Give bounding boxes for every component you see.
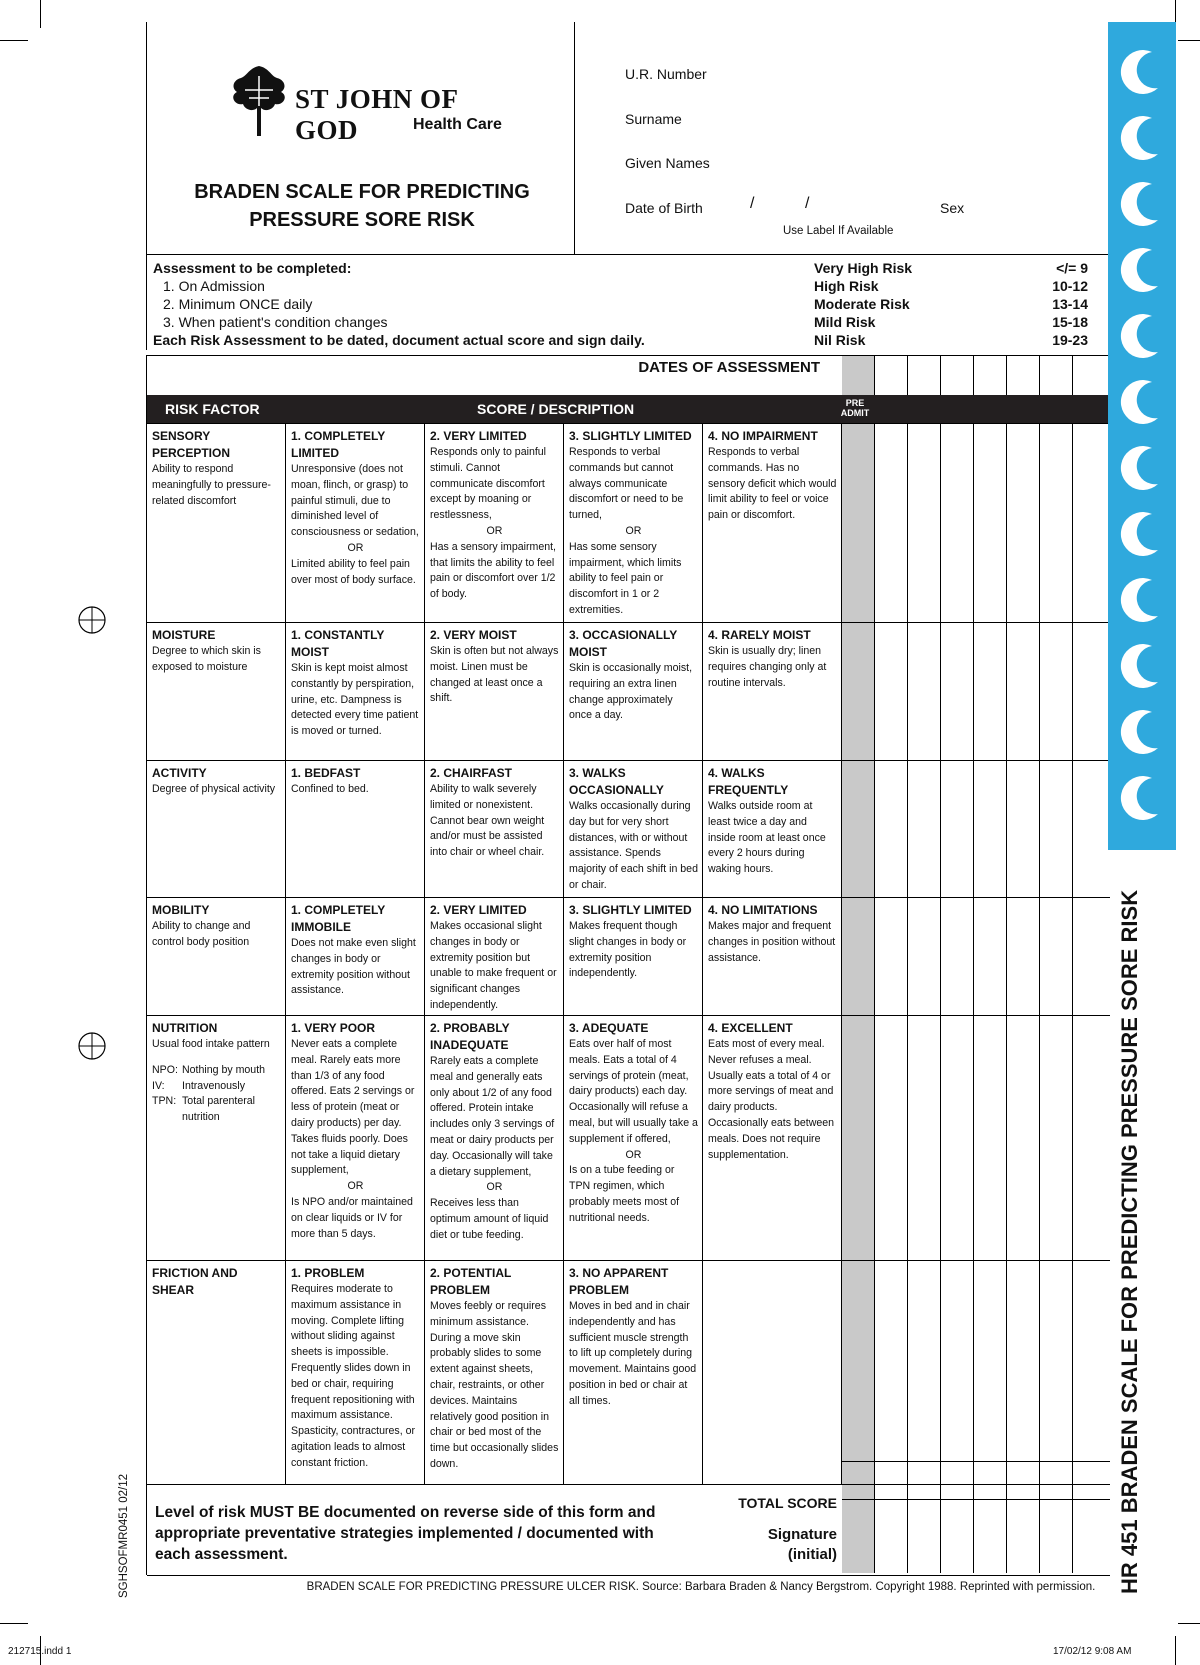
sex-label: Sex <box>940 200 965 216</box>
header-divider <box>574 22 575 254</box>
risk-factor-description: Ability to respond meaningfully to pressure-related discomfort <box>152 463 271 507</box>
instruction-item: 2. Minimum ONCE daily <box>163 296 313 312</box>
score-title: 3. WALKS OCCASIONALLY <box>569 766 664 797</box>
score-description: Eats over half of most meals. Eats a total of 4 servings of protein (meat, dairy products) each day. Occasionally will refuse a meal, but will usually take a supplement if offered, <box>569 1038 698 1145</box>
row-divider <box>842 1461 1110 1462</box>
score-cell <box>286 623 425 760</box>
abbreviation-value: Nothing by mouth <box>182 1063 266 1076</box>
moon-icon <box>1118 708 1168 758</box>
moon-icon <box>1118 642 1168 692</box>
score-description: Receives less than optimum amount of liquid diet or tube feeding. <box>430 1197 549 1241</box>
moon-icon <box>1118 180 1168 230</box>
bottom-note: Level of risk MUST BE documented on reverse side of this form and appropriate preventative strategies implemented / documented with each assessment. <box>155 1504 656 1563</box>
risk-level-name: Moderate Risk <box>814 296 910 312</box>
risk-level-range: 19-23 <box>1052 332 1088 348</box>
table-header-bar <box>147 395 1110 423</box>
print-footer-left: 212715.indd 1 <box>8 1646 72 1657</box>
signature-label: Signature (initial) <box>767 1526 837 1563</box>
or-separator: OR <box>347 1180 364 1193</box>
risk-factor-cell <box>147 623 286 760</box>
score-cell <box>286 1261 425 1484</box>
abbreviation-value: Intravenously <box>182 1079 246 1092</box>
tree-icon <box>225 62 293 138</box>
side-form-title: HR 451 BRADEN SCALE FOR PREDICTING PRESSURE SORE RISK <box>1117 889 1142 1594</box>
score-description: Skin is kept moist almost constantly by perspiration, urine, etc. Dampness is detected every time patient is moved or turned. <box>291 662 419 738</box>
score-cell <box>425 1261 564 1484</box>
score-title: 2. VERY LIMITED <box>430 429 527 443</box>
moon-icon <box>1118 246 1168 296</box>
braden-table <box>146 355 1109 1593</box>
crop-mark <box>0 40 28 41</box>
score-title: 4. RARELY MOIST <box>708 628 811 642</box>
moon-icon <box>1118 114 1168 164</box>
score-description: Rarely eats a complete meal and generally eats only about 1/2 of any food offered. Protein intake includes only 3 servings of meat or dairy products per day. Occasionally will take a dietary supplement, <box>430 1055 555 1178</box>
score-title: 3. NO APPARENT PROBLEM <box>569 1266 669 1297</box>
score-title: 3. SLIGHTLY LIMITED <box>569 903 692 917</box>
score-cell <box>286 761 425 897</box>
risk-level-range: </= 9 <box>1056 260 1088 276</box>
score-description: Is on a tube feeding or TPN regimen, which probably meets most of nutritional needs. <box>569 1164 680 1224</box>
risk-factor-title: SENSORY PERCEPTION <box>152 429 231 460</box>
instruction-item: 3. When patient's condition changes <box>163 314 388 330</box>
or-separator: OR <box>486 524 503 537</box>
score-cell <box>425 1016 564 1260</box>
risk-factor-description: Degree to which skin is exposed to moisture <box>152 645 261 673</box>
moon-icon <box>1118 444 1168 494</box>
instructions-footer: Each Risk Assessment to be dated, document actual score and sign daily. <box>153 332 645 348</box>
print-footer-right: 17/02/12 9:08 AM <box>1053 1646 1132 1657</box>
score-title: 4. EXCELLENT <box>708 1021 793 1035</box>
moon-icon <box>1118 510 1168 560</box>
side-stripe <box>1108 22 1176 850</box>
score-description: Responds to verbal commands. Has no sensory deficit which would limit ability to feel or voice pain or discomfort. <box>708 446 837 522</box>
pre-admit-header: PRE ADMIT <box>840 398 870 418</box>
score-cell <box>425 623 564 760</box>
score-description: Walks outside room at least twice a day and inside room at least once every 2 hours during waking hours. <box>708 800 826 876</box>
score-description: Makes occasional slight changes in body or extremity position but unable to make frequent or significant changes independently. <box>430 920 557 1011</box>
score-description: Skin is occasionally moist, requiring an extra linen change approximately once a day. <box>569 662 693 722</box>
score-cell <box>703 898 842 1015</box>
dates-of-assessment-row <box>147 355 1110 395</box>
score-cell <box>425 761 564 897</box>
dob-separator: / <box>805 195 810 212</box>
crop-mark <box>1178 40 1200 41</box>
moon-icon <box>1118 774 1168 824</box>
abbreviation-value: Total parenteral nutrition <box>182 1095 256 1124</box>
score-description: Skin is usually dry; linen requires changing only at routine intervals. <box>708 645 827 689</box>
score-cell <box>286 1016 425 1260</box>
crop-mark <box>1175 1636 1176 1665</box>
abbreviation-key: TPN: <box>152 1095 177 1108</box>
score-title: 1. BEDFAST <box>291 766 361 780</box>
risk-factor-header: RISK FACTOR <box>165 401 260 417</box>
score-cell <box>286 424 425 622</box>
risk-level-name: High Risk <box>814 278 879 294</box>
score-title: 1. COMPLETELY LIMITED <box>291 429 386 460</box>
risk-level-name: Nil Risk <box>814 332 866 348</box>
row-divider <box>842 1499 1110 1500</box>
risk-factor-title: ACTIVITY <box>152 766 207 780</box>
score-title: 2. VERY MOIST <box>430 628 517 642</box>
table-row <box>147 1260 1110 1484</box>
score-cell <box>703 623 842 760</box>
score-description: Ability to walk severely limited or nonexistent. Cannot bear own weight and/or must be assisted into chair or wheel chair. <box>430 783 545 859</box>
logo-sub-text: Health Care <box>413 116 502 133</box>
total-score-label: TOTAL SCORE <box>738 1495 837 1511</box>
given-names-label: Given Names <box>625 155 710 171</box>
form-code: SGHSOFMR0451 02/12 <box>118 1473 130 1598</box>
moon-icon <box>1118 312 1168 362</box>
score-cell <box>703 424 842 622</box>
table-row <box>147 423 1110 622</box>
score-cell <box>425 424 564 622</box>
risk-level-name: Very High Risk <box>814 260 913 276</box>
score-cell <box>564 1016 703 1260</box>
risk-factor-title: FRICTION AND SHEAR <box>152 1266 238 1297</box>
score-description: Makes frequent though slight changes in body or extremity position independently. <box>569 920 687 980</box>
score-title: 2. CHAIRFAST <box>430 766 513 780</box>
score-title: 1. CONSTANTLY MOIST <box>291 628 385 659</box>
risk-level-range: 13-14 <box>1052 296 1088 312</box>
score-description: Has some sensory impairment, which limits ability to feel pain or discomfort in 1 or 2 extremities. <box>569 540 682 616</box>
score-description: Responds only to painful stimuli. Cannot communicate discomfort except by moaning or restlessness, <box>430 446 547 522</box>
score-title: 2. PROBABLY INADEQUATE <box>430 1021 510 1052</box>
risk-factor-cell <box>147 424 286 622</box>
registration-mark-icon <box>76 604 108 636</box>
score-title: 1. VERY POOR <box>291 1021 376 1035</box>
risk-factor-description: Usual food intake pattern <box>152 1038 270 1050</box>
row-divider <box>147 1484 1110 1485</box>
dob-separator: / <box>750 195 755 212</box>
surname-label: Surname <box>625 111 682 127</box>
dates-of-assessment-label: DATES OF ASSESSMENT <box>638 359 820 376</box>
score-cell <box>564 1261 703 1484</box>
moon-icon <box>1118 576 1168 626</box>
or-separator: OR <box>625 524 642 537</box>
or-separator: OR <box>625 1148 642 1161</box>
abbreviation <box>152 1063 281 1079</box>
table-row <box>147 1015 1110 1260</box>
abbreviation <box>152 1079 281 1095</box>
score-title: 1. PROBLEM <box>291 1266 365 1280</box>
score-cell <box>425 898 564 1015</box>
table-row <box>147 760 1110 897</box>
table-bottom-border <box>147 1575 1110 1576</box>
date-of-birth-label: Date of Birth <box>625 200 703 216</box>
score-description: Requires moderate to maximum assistance in moving. Complete lifting without sliding against sheets is impossible. Frequently slides down in bed or chair, requiring frequent repositioning with maximum assistance. Spasticity, contractures, or agitation leads to almost constant friction. <box>291 1283 416 1469</box>
score-description: Does not make even slight changes in body or extremity position without assistance. <box>291 937 416 997</box>
form-title: BRADEN SCALE FOR PREDICTING PRESSURE SORE RISK <box>194 181 530 231</box>
score-title: 2. VERY LIMITED <box>430 903 527 917</box>
table-row <box>147 622 1110 760</box>
score-description: Is NPO and/or maintained on clear liquids or IV for more than 5 days. <box>291 1195 413 1240</box>
score-description: Walks occasionally during day but for very short distances, with or without assistance. Spends majority of each shift in bed or chair. <box>569 800 698 891</box>
risk-factor-title: MOISTURE <box>152 628 216 642</box>
score-title: 3. SLIGHTLY LIMITED <box>569 429 692 443</box>
score-cell <box>564 623 703 760</box>
crop-mark <box>0 1623 28 1624</box>
score-title: 3. ADEQUATE <box>569 1021 649 1035</box>
score-cell <box>703 1016 842 1260</box>
logo <box>225 62 525 145</box>
instruction-item: 1. On Admission <box>163 278 265 294</box>
score-title: 3. OCCASIONALLY MOIST <box>569 628 678 659</box>
instructions-block <box>146 254 1109 350</box>
score-cell <box>564 424 703 622</box>
score-cell <box>703 761 842 897</box>
score-description: Makes major and frequent changes in position without assistance. <box>708 920 836 964</box>
risk-level-range: 10-12 <box>1052 278 1088 294</box>
score-description: Confined to bed. <box>291 783 369 795</box>
citation: BRADEN SCALE FOR PREDICTING PRESSURE ULCER RISK. Source: Barbara Braden & Nancy Bergstrom. Copyright 1988. Reprinted with permission. <box>306 1581 1096 1593</box>
table-row <box>147 897 1110 1015</box>
score-cell <box>564 761 703 897</box>
ur-number-label: U.R. Number <box>625 66 707 82</box>
risk-factor-cell <box>147 898 286 1015</box>
moon-icon <box>1118 378 1168 428</box>
score-description: Has a sensory impairment, that limits the ability to feel pain or discomfort over 1/2 of body. <box>430 540 556 601</box>
score-description: Moves in bed and in chair independently and has sufficient muscle strength to lift up completely during movement. Maintains good position in bed or chair at all times. <box>569 1300 697 1407</box>
risk-factor-description: Degree of physical activity <box>152 783 276 795</box>
risk-factor-cell <box>147 1261 286 1484</box>
score-description: Responds to verbal commands but cannot always communicate discomfort or need to be turned, <box>569 446 684 522</box>
abbreviation <box>152 1094 281 1126</box>
abbreviation-key: IV: <box>152 1079 165 1092</box>
score-title: 4. NO IMPAIRMENT <box>708 429 818 443</box>
risk-factor-cell <box>147 1016 286 1260</box>
instructions-heading: Assessment to be completed: <box>153 260 352 276</box>
score-description: Eats most of every meal. Never refuses a meal. Usually eats a total of 4 or more servings of meat and dairy products. Occasionally eats between meals. Does not require supplementation. <box>708 1038 835 1161</box>
score-title: 2. POTENTIAL PROBLEM <box>430 1266 512 1297</box>
risk-level-name: Mild Risk <box>814 314 876 330</box>
score-title: 1. COMPLETELY IMMOBILE <box>291 903 386 934</box>
score-title: 4. WALKS FREQUENTLY <box>708 766 789 797</box>
risk-factor-title: NUTRITION <box>152 1021 218 1035</box>
risk-factor-cell <box>147 761 286 897</box>
risk-factor-description: Ability to change and control body position <box>152 920 251 948</box>
crop-mark <box>1178 1623 1200 1624</box>
risk-level-range: 15-18 <box>1052 314 1088 330</box>
score-title: 4. NO LIMITATIONS <box>708 903 818 917</box>
use-label-note: Use Label If Available <box>783 225 894 237</box>
or-separator: OR <box>486 1181 503 1194</box>
moon-icon <box>1118 48 1168 98</box>
score-description: Never eats a complete meal. Rarely eats more than 1/3 of any food offered. Eats 2 servings or less of protein (meat or dairy products) per day. Takes fluids poorly. Does not take a liquid dietary supplement, <box>291 1038 415 1177</box>
score-cell-empty <box>703 1261 842 1484</box>
score-description: Limited ability to feel pain over most of body surface. <box>291 557 416 586</box>
registration-mark-icon <box>76 1030 108 1062</box>
score-cell <box>286 898 425 1015</box>
risk-factor-title: MOBILITY <box>152 903 210 917</box>
form-header <box>146 22 1109 254</box>
or-separator: OR <box>347 541 364 554</box>
score-description: Unresponsive (does not moan, flinch, or grasp) to painful stimuli, due to diminished level of consciousness or sedation, <box>291 463 419 539</box>
logo-brand-text: ST JOHN OF GOD <box>295 84 458 145</box>
score-cell <box>564 898 703 1015</box>
score-description: Moves feebly or requires minimum assistance. During a move skin probably slides to some extent against sheets, chair, restraints, or other devices. Maintains relatively good position in chair or bed most of the time but occasionally slides down. <box>430 1300 559 1470</box>
score-description: Skin is often but not always moist. Linen must be changed at least once a shift. <box>430 645 559 705</box>
score-description-header: SCORE / DESCRIPTION <box>477 401 635 417</box>
crop-mark <box>40 0 41 28</box>
abbreviation-key: NPO: <box>152 1063 178 1076</box>
